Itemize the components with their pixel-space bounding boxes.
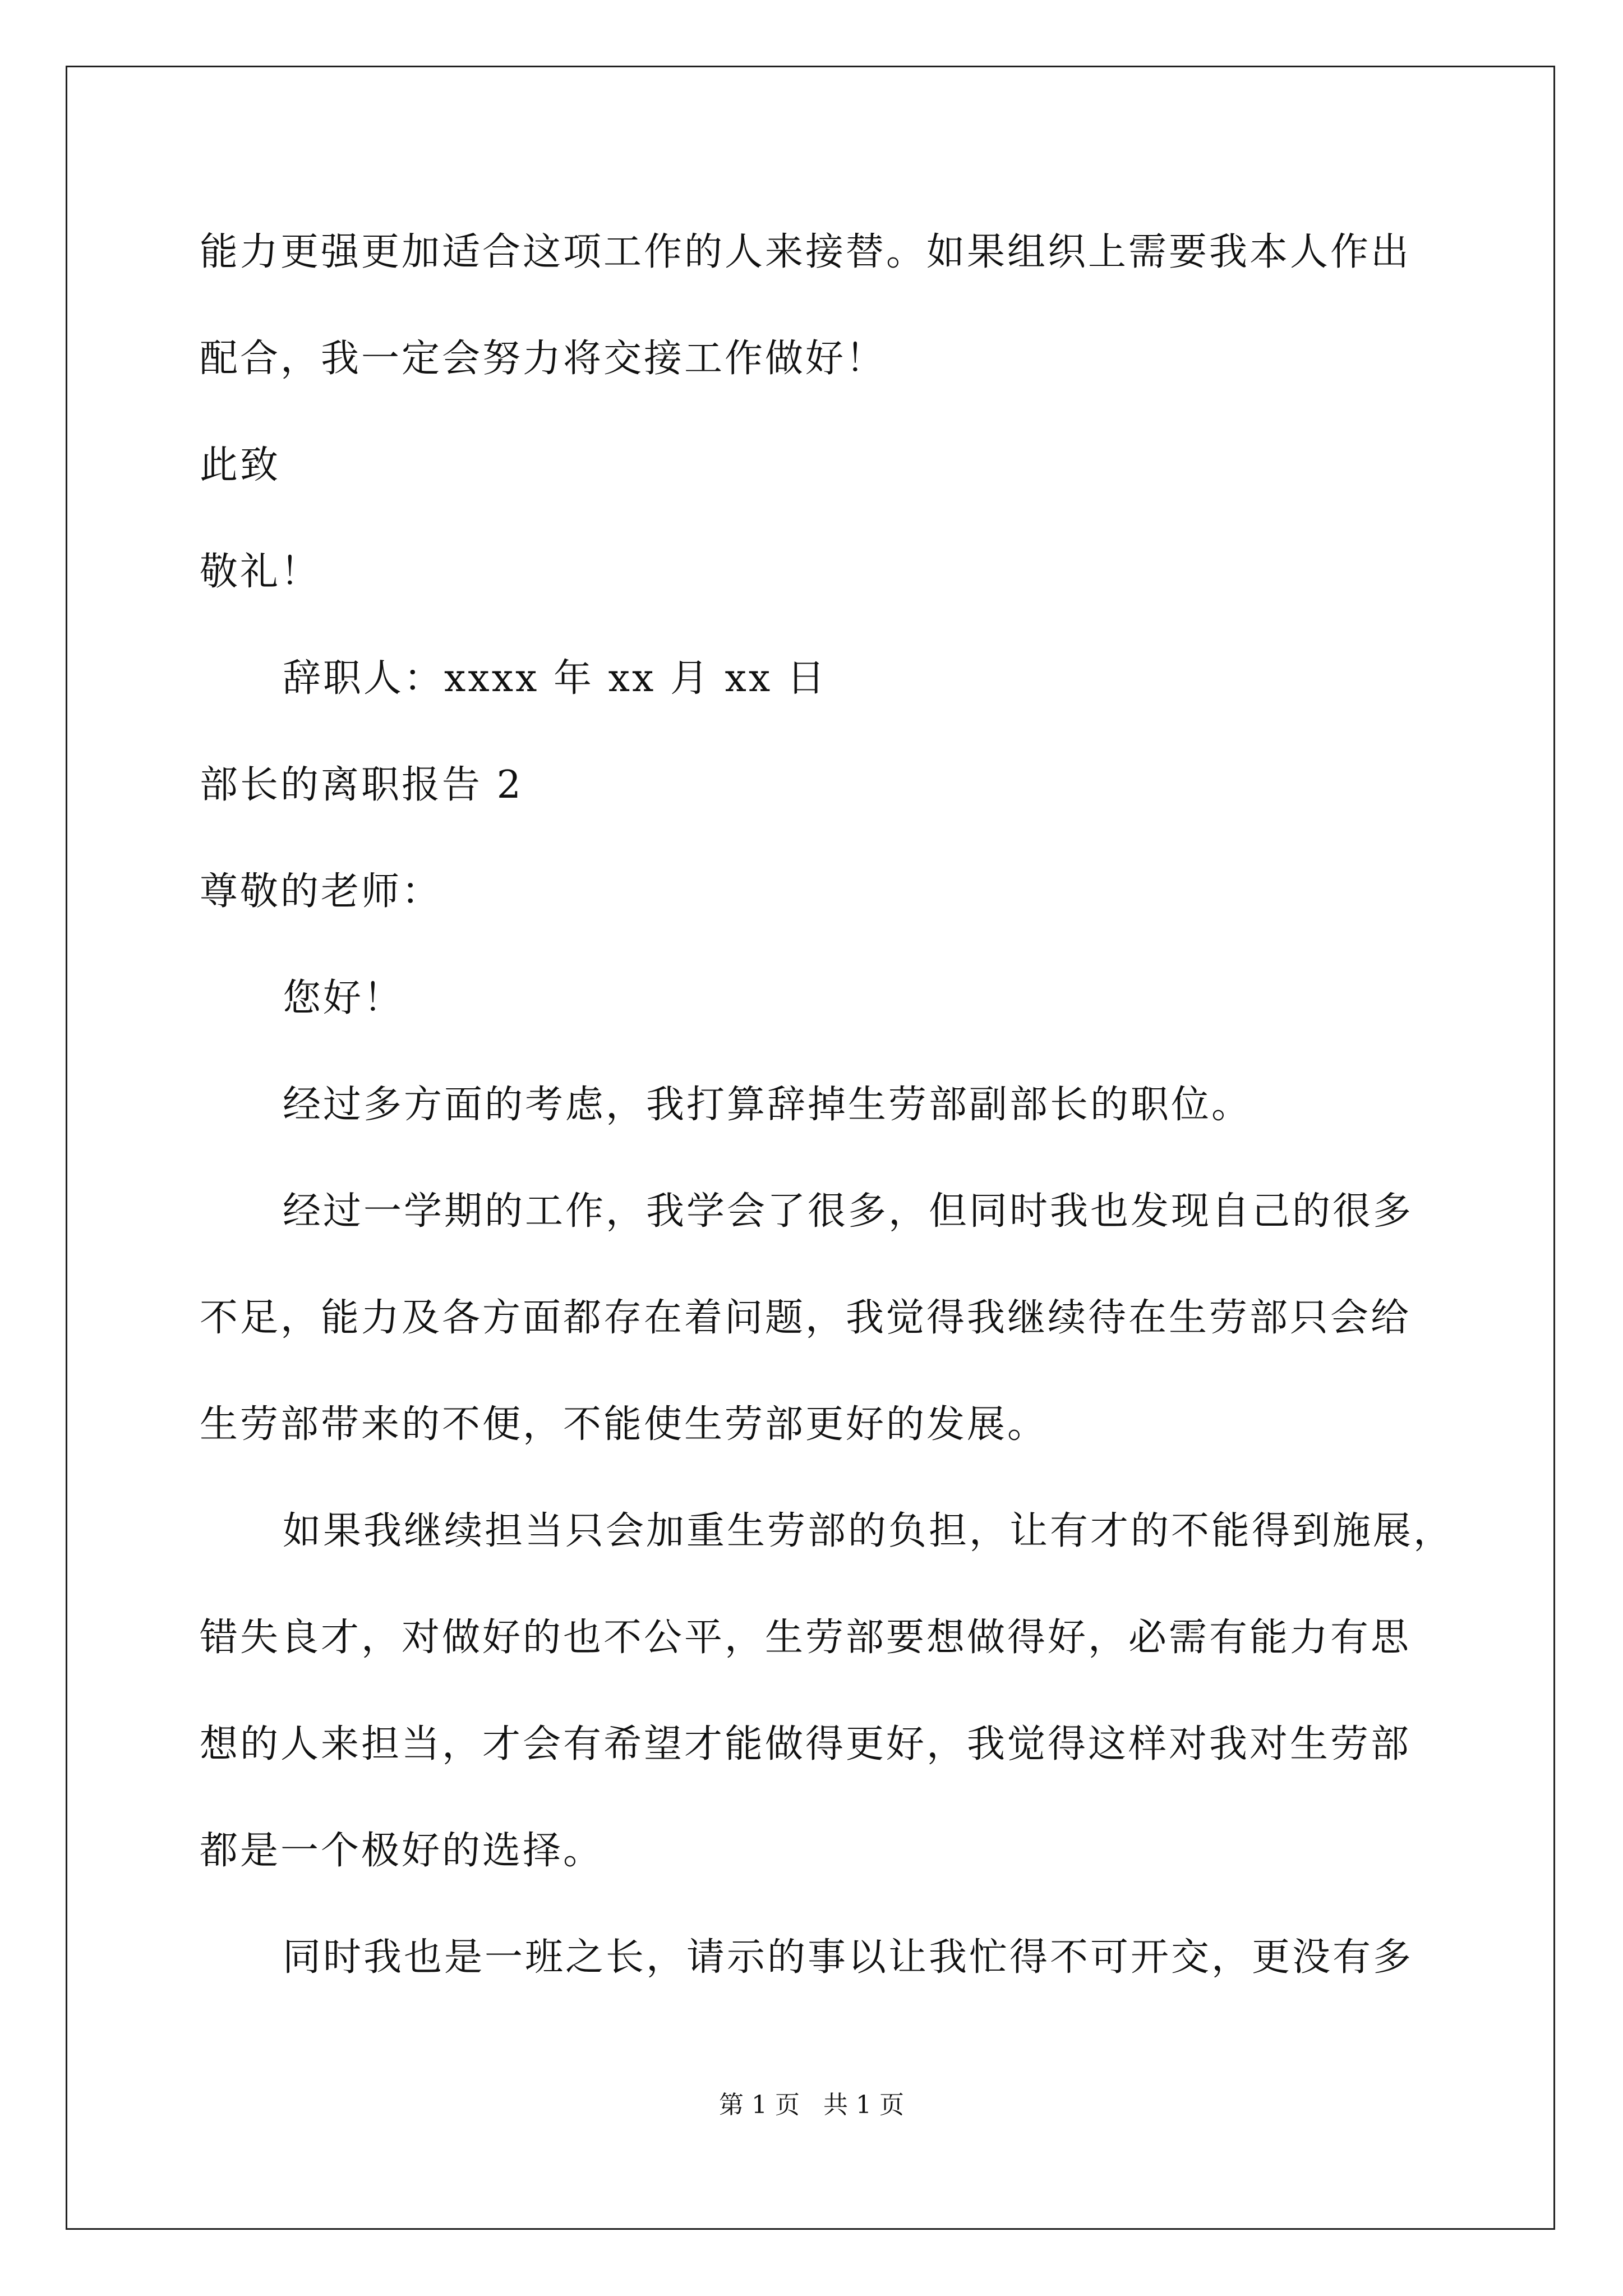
greeting-text: 尊敬的老师： (200, 869, 442, 914)
page-number: 第 1 页 (719, 2091, 800, 2119)
paragraph-line: 经过一学期的工作，我学会了很多，但同时我也发现自己的很多 (283, 1189, 1414, 1234)
paragraph-line: 都是一个极好的选择。 (200, 1829, 604, 1873)
salutation-text: 敬礼！ (200, 550, 321, 594)
section-title: 部长的离职报告 2 (200, 763, 523, 807)
signature-line: 辞职人：xxxx 年 xx 月 xx 日 (283, 656, 827, 701)
page-border (66, 66, 1555, 2230)
page-footer (0, 2090, 1623, 2121)
paragraph-line: 错失良才，对做好的也不公平，生劳部要想做得好，必需有能力有思 (200, 1616, 1412, 1660)
text-line: 配合，我一定会努力将交接工作做好！ (200, 337, 887, 381)
greeting-text: 您好！ (283, 976, 404, 1020)
paragraph-line: 经过多方面的考虑，我打算辞掉生劳部副部长的职位。 (283, 1083, 1252, 1127)
page-total: 共 1 页 (823, 2091, 904, 2119)
paragraph-line: 同时我也是一班之长，请示的事以让我忙得不可开交，更没有多 (283, 1935, 1414, 1980)
text-line: 能力更强更加适合这项工作的人来接替。如果组织上需要我本人作出 (200, 230, 1412, 274)
paragraph-line: 不足，能力及各方面都存在着问题，我觉得我继续待在生劳部只会给 (200, 1296, 1412, 1340)
closing-text: 此致 (200, 443, 281, 487)
paragraph-line: 想的人来担当，才会有希望才能做得更好，我觉得这样对我对生劳部 (200, 1722, 1412, 1766)
paragraph-line: 如果我继续担当只会加重生劳部的负担，让有才的不能得到施展， (283, 1509, 1454, 1553)
paragraph-line: 生劳部带来的不便，不能使生劳部更好的发展。 (200, 1402, 1048, 1447)
